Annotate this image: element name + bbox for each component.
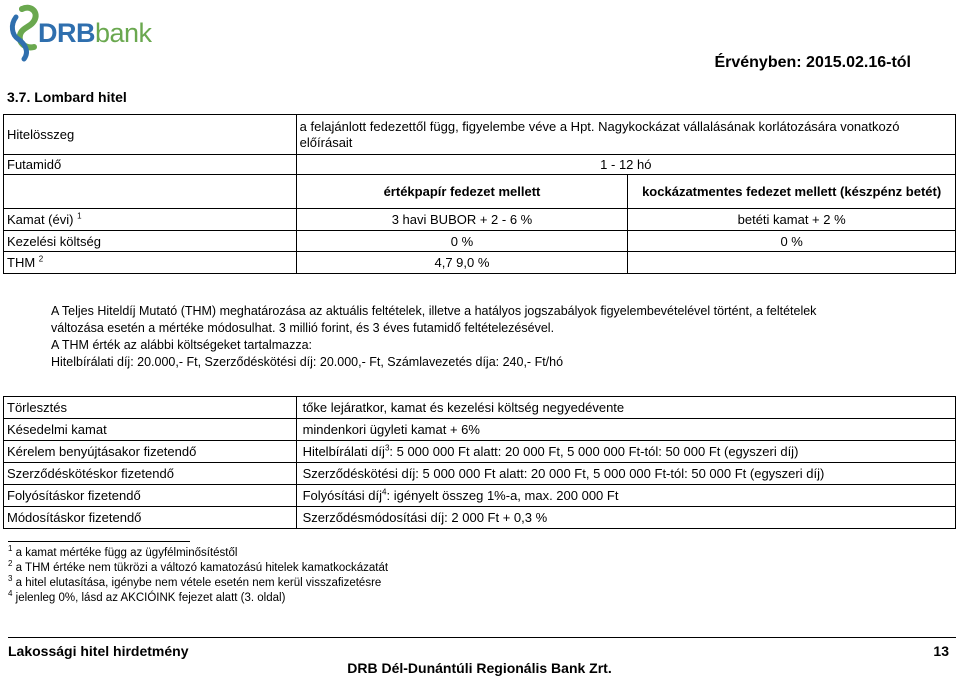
footnote-ref: 3 — [384, 443, 390, 453]
footnote — [8, 591, 388, 606]
logo-text-drb: DRB — [38, 18, 95, 48]
footnote-text: a kamat mértéke függ az ügyfélminősítéstől — [15, 547, 238, 559]
empty-cell — [4, 175, 297, 209]
modification-fee-label: Módosításkor fizetendő — [4, 507, 297, 529]
modification-fee-value: Szerződésmódosítási díj: 2 000 Ft + 0,3 % — [296, 507, 955, 529]
disbursement-fee-prefix: Folyósítási díj — [302, 488, 383, 503]
disbursement-fee-label: Folyósításkor fizetendő — [4, 485, 297, 507]
loan-amount-label: Hitelösszeg — [4, 115, 297, 155]
application-fee-value: : 5 000 000 Ft alatt: 20 000 Ft, 5 000 000 Ft-tól: 50 000 Ft (egyszeri díj) — [389, 444, 799, 459]
thm-label-cell — [4, 252, 297, 274]
logo-text-bank: bank — [95, 18, 152, 48]
late-interest-value: mindenkori ügyleti kamat + 6% — [296, 419, 955, 441]
loan-amount-value: a felajánlott fedezettől függ, figyelembe véve a Hpt. Nagykockázat vállalásának korlátozására vonatkozó előírásait — [296, 115, 955, 155]
interest-label: Kamat (évi) — [7, 212, 74, 227]
table-row — [4, 419, 956, 441]
table-row — [4, 231, 956, 252]
lombard-conditions-table — [3, 114, 956, 274]
interest-deposit: betéti kamat + 2 % — [628, 209, 956, 231]
application-fee-prefix: Hitelbírálati díj — [302, 444, 385, 459]
table-row — [4, 252, 956, 274]
footnote-ref: 1 — [77, 211, 82, 221]
repayment-label: Törlesztés — [4, 397, 297, 419]
footnote-number: 3 — [8, 574, 13, 584]
table-row — [4, 397, 956, 419]
table-row — [4, 485, 956, 507]
footer-divider — [8, 637, 956, 638]
note-line: Hitelbírálati díj: 20.000,- Ft, Szerződéskötési díj: 20.000,- Ft, Számlavezetés díja: 240,- Ft/hó — [51, 355, 564, 369]
footer-document-title: Lakossági hitel hirdetmény — [8, 643, 189, 659]
application-fee-label: Kérelem benyújtásakor fizetendő — [4, 441, 297, 463]
footnote-text: jelenleg 0%, lásd az AKCIÓINK fejezet alatt (3. oldal) — [15, 592, 286, 604]
note-line: változása esetén a mértéke módosulhat. 3 millió forint, és 3 éves futamidő feltételezésével. — [51, 321, 555, 335]
handling-fee-securities: 0 % — [296, 231, 628, 252]
repayment-value: tőke lejáratkor, kamat és kezelési költség negyedévente — [296, 397, 955, 419]
thm-note — [51, 303, 931, 371]
footnote — [8, 561, 388, 576]
table-row — [4, 175, 956, 209]
footnote-ref: 2 — [38, 254, 44, 264]
table-row — [4, 209, 956, 231]
contract-fee-label: Szerződéskötéskor fizetendő — [4, 463, 297, 485]
note-line: A Teljes Hiteldíj Mutató (THM) meghatározása az aktuális feltételek, illetve a hatályos jogszabályok figyelembevételével történt, a feltételek — [51, 304, 817, 318]
logo-wordmark — [38, 18, 152, 48]
thm-label: THM — [7, 255, 36, 270]
footnote-text: a THM értéke nem tükrözi a változó kamatozású hitelek kamatkockázatát — [15, 562, 389, 574]
footnote-number: 1 — [8, 544, 13, 554]
disbursement-fee-cell — [296, 485, 955, 507]
late-interest-label: Késedelmi kamat — [4, 419, 297, 441]
table-row — [4, 441, 956, 463]
table-row — [4, 463, 956, 485]
footnote-ref: 4 — [382, 487, 387, 497]
term-value: 1 - 12 hó — [296, 155, 955, 175]
empty-cell — [628, 252, 956, 274]
footnote — [8, 576, 388, 591]
validity-date: Érvényben: 2015.02.16-tól — [714, 54, 911, 71]
footnote — [8, 546, 388, 561]
fees-table — [3, 396, 956, 529]
footnote-number: 4 — [8, 589, 13, 599]
interest-label-cell — [4, 209, 297, 231]
footnote-number: 2 — [8, 559, 13, 569]
footnote-text: a hitel elutasítása, igénybe nem vétele esetén nem kerül visszafizetésre — [15, 577, 382, 589]
handling-fee-label: Kezelési költség — [4, 231, 297, 252]
footer-bank-name: DRB Dél-Dunántúli Regionális Bank Zrt. — [347, 660, 612, 676]
section-title: 3.7. Lombard hitel — [7, 89, 127, 105]
page-number: 13 — [933, 643, 949, 659]
table-row — [4, 155, 956, 175]
disbursement-fee-value: : igényelt összeg 1%-a, max. 200 000 Ft — [386, 488, 619, 503]
handling-fee-deposit: 0 % — [628, 231, 956, 252]
note-line: A THM érték az alábbi költségeket tartalmazza: — [51, 338, 312, 352]
term-label: Futamidő — [4, 155, 297, 175]
table-row — [4, 115, 956, 155]
interest-securities: 3 havi BUBOR + 2 - 6 % — [296, 209, 628, 231]
footnote-divider — [8, 541, 190, 542]
column-header-deposit: kockázatmentes fedezet mellett (készpénz betét) — [628, 175, 956, 209]
contract-fee-value: Szerződéskötési díj: 5 000 000 Ft alatt: 20 000 Ft, 5 000 000 Ft-tól: 50 000 Ft (egyszeri díj) — [296, 463, 955, 485]
footnotes — [8, 546, 388, 606]
table-row — [4, 507, 956, 529]
column-header-securities: értékpapír fedezet mellett — [296, 175, 628, 209]
application-fee-cell — [296, 441, 955, 463]
thm-value: 4,7 9,0 % — [296, 252, 628, 274]
